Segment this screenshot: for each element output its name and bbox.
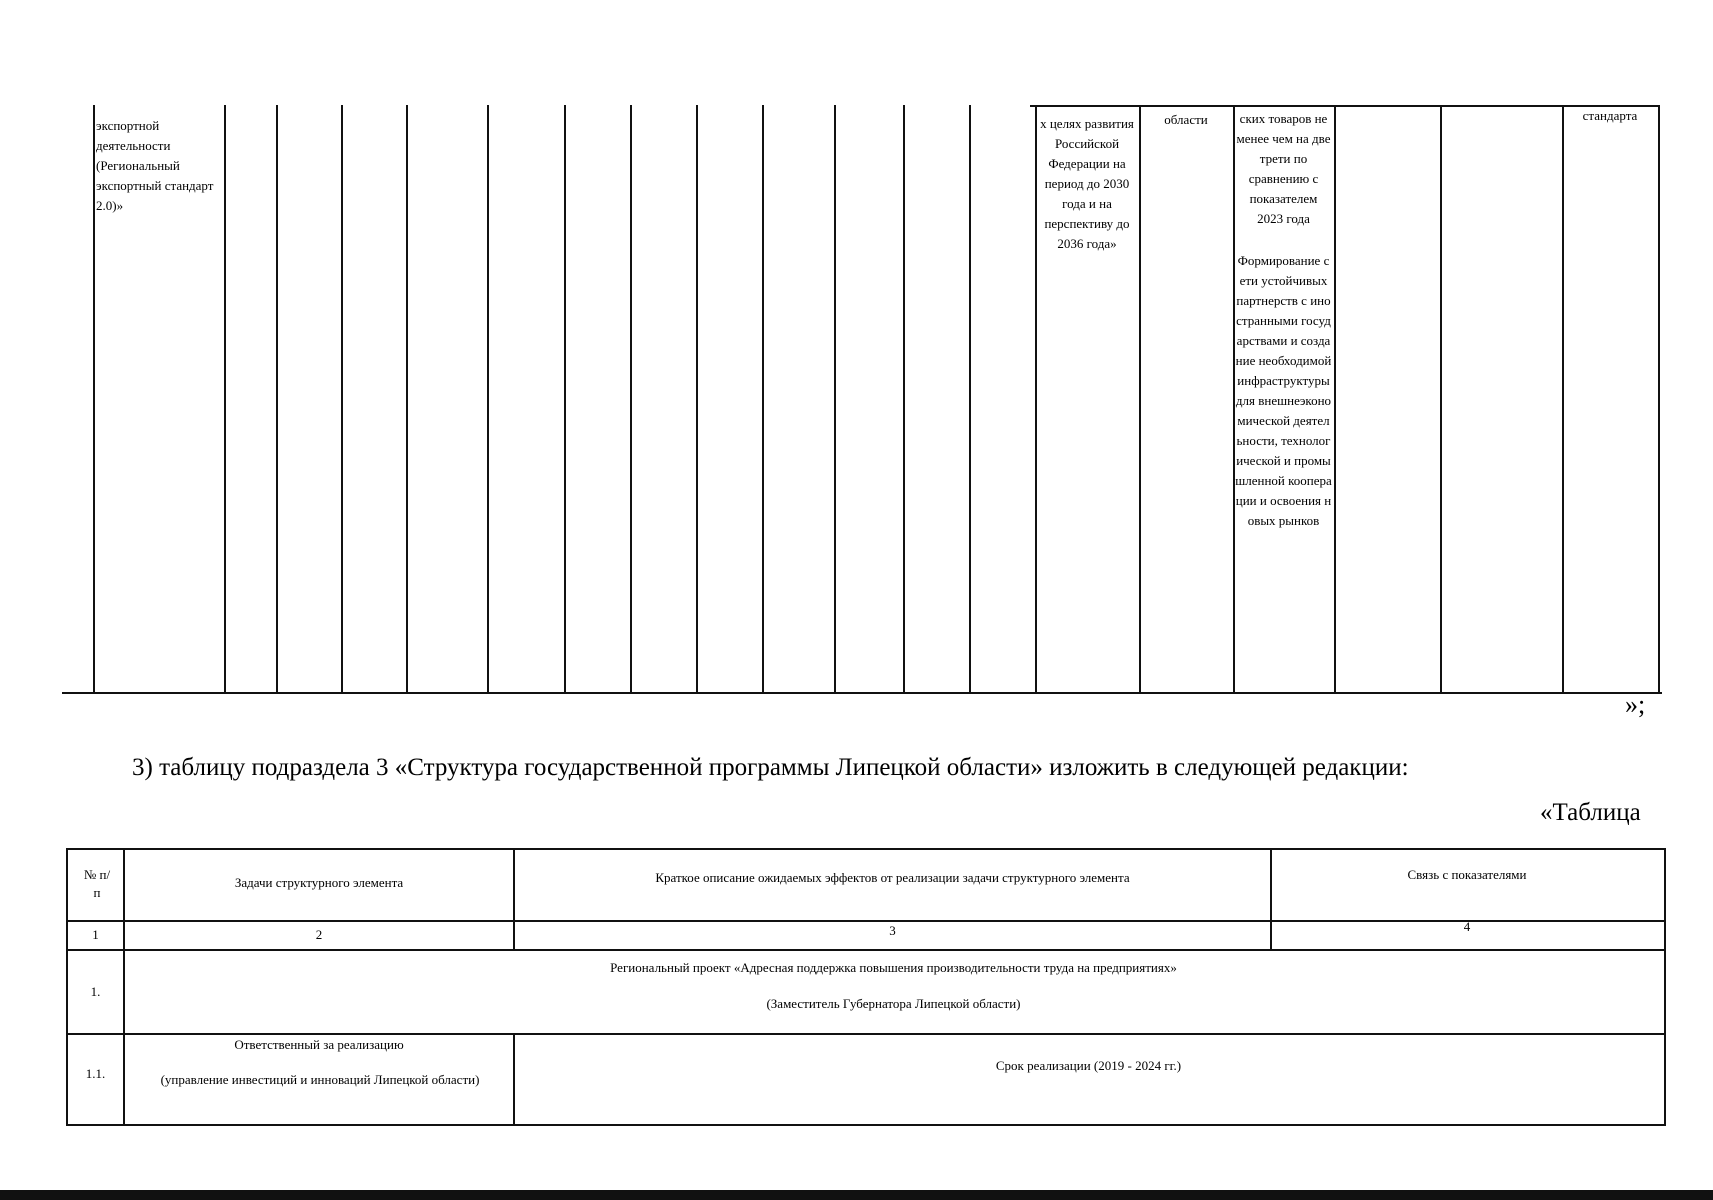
upper-col-line	[276, 105, 278, 693]
row2-responsible-label: Ответственный за реализацию	[234, 1037, 404, 1052]
upper-col-line	[1139, 105, 1141, 693]
structure-table-hline	[66, 1033, 1664, 1035]
row1-number: 1.	[90, 984, 101, 999]
upper-table-bottom-border	[62, 692, 1662, 694]
upper-cell-region: области	[1164, 112, 1208, 127]
upper-cell-goals: х целях развития Российской Федерации на период до 2030 года и на перспективу до 2036 года»	[1040, 116, 1134, 251]
col-number-3: 3	[889, 923, 896, 938]
upper-col-line	[487, 105, 489, 693]
upper-col-line	[834, 105, 836, 693]
upper-col-line	[630, 105, 632, 693]
row1-project-title: Региональный проект «Адресная поддержка повышения производительности труда на предприятиях»	[610, 960, 1177, 975]
header-effects: Краткое описание ожидаемых эффектов от реализации задачи структурного элемента	[655, 870, 1130, 885]
header-link-to-indicators: Связь с показателями	[1407, 867, 1527, 882]
upper-col-line	[969, 105, 971, 693]
closing-quote-mark: »;	[1625, 690, 1646, 719]
upper-cell-effects-part2: Формирование сети устойчивых партнерств с иностранными государствами и создание необходимой инфраструктуры для внешнеэкономической деятельности, технологической и промышленной кооперации и освоения новых рынков	[1235, 253, 1332, 528]
upper-cell-standard: стандарта	[1582, 108, 1638, 123]
upper-cell-project-name: экспортной деятельности (Региональный экспортный стандарт 2.0)»	[96, 118, 214, 213]
col-number-2: 2	[315, 927, 323, 942]
structure-table-vline	[513, 1033, 515, 1124]
header-number: № п/п	[83, 867, 111, 900]
upper-col-line	[1440, 105, 1442, 693]
upper-cell-effects	[1235, 109, 1332, 531]
upper-col-line	[406, 105, 408, 693]
structure-table-hline	[66, 949, 1664, 951]
row2-number: 1.1.	[85, 1066, 106, 1081]
upper-cell-effects-part1: ских товаров не менее чем на две трети по сравнению с показателем 2023 года	[1236, 111, 1331, 226]
upper-col-line	[1562, 105, 1564, 693]
upper-col-line	[696, 105, 698, 693]
upper-col-line	[341, 105, 343, 693]
scan-edge	[0, 1190, 1713, 1200]
col-number-4: 4	[1463, 919, 1471, 934]
row2-responsible-value: (управление инвестиций и инноваций Липецкой области)	[160, 1072, 480, 1087]
upper-col-line	[903, 105, 905, 693]
upper-col-line	[93, 105, 95, 693]
upper-col-line	[564, 105, 566, 693]
row1-responsible-person: (Заместитель Губернатора Липецкой области)	[766, 996, 1021, 1011]
table-label: «Таблица	[1540, 799, 1641, 826]
upper-col-line	[224, 105, 226, 693]
col-number-1: 1	[92, 927, 99, 942]
header-tasks: Задачи структурного элемента	[234, 875, 404, 890]
upper-col-line	[1658, 105, 1660, 693]
amendment-paragraph: 3) таблицу подраздела 3 «Структура государственной программы Липецкой области» изложить в следующей редакции:	[132, 754, 1409, 781]
upper-col-line	[762, 105, 764, 693]
upper-col-line	[1334, 105, 1336, 693]
row2-period: Срок реализации (2019 - 2024 гг.)	[995, 1058, 1182, 1073]
